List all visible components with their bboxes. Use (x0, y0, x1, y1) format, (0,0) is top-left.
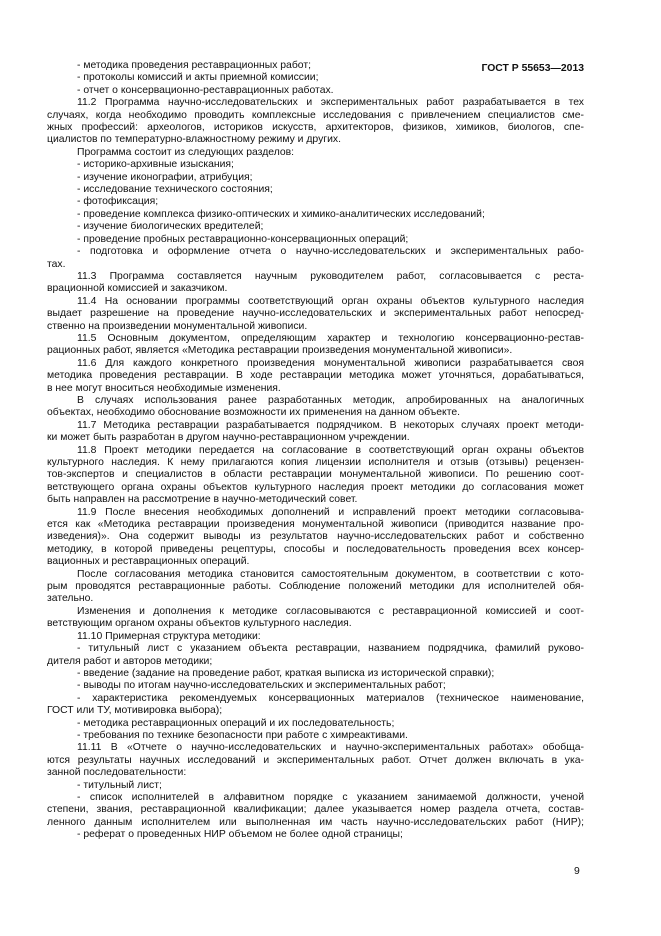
text-line: степени, звания, реставрационной квалификации; далее указывается номер раздела отчета, состав- (47, 804, 584, 816)
text-line: 11.10 Примерная структура методики: (77, 630, 261, 642)
text-line: 11.8 Проект методики передается на согласование в соответствующий орган охраны объектов (77, 444, 584, 456)
text-line: тов-экспертов и специалистов в области реставрации монументальной живописи. По решению соот- (47, 469, 584, 481)
list-item: - протоколы комиссий и акты приемной комиссии; (77, 72, 319, 84)
list-item: - титульный лист с указанием объекта реставрации, названием подрядчика, фамилий руково- (77, 643, 584, 655)
list-item: - проведение комплекса физико-оптических и химико-аналитических исследований; (77, 208, 485, 220)
list-item: - подготовка и оформление отчета о научно-исследовательских и экспериментальных рабо- (77, 246, 584, 258)
text-line: 11.4 На основании программы соответствующий орган охраны объектов культурного наследия (77, 295, 584, 307)
list-item: - требования по технике безопасности при работе с химреактивами. (77, 729, 408, 741)
text-line: После согласования методика становится самостоятельным документом, в соответствии с кото- (77, 568, 584, 580)
list-item: - изучение иконографии, атрибуция; (77, 171, 253, 183)
page-number: 9 (574, 866, 580, 877)
text-line: быть направлен на рассмотрение в научно-методический совет. (47, 494, 358, 506)
text-line: занной последовательности: (47, 767, 187, 779)
text-line: ветствующим органом охраны объектов культурного наследия. (47, 618, 352, 630)
list-item: - фотофиксация; (77, 196, 159, 208)
text-line: рационных работ, является «Методика реставрации произведения монументальной живописи». (47, 345, 513, 357)
text-line: рым проводятся реставрационные работы. Соблюдение положений методики для исполнителей обя- (47, 581, 584, 593)
text-line: 11.7 Методика реставрации разрабатывается подрядчиком. В некоторых случаях проект методи- (77, 419, 584, 431)
text-line: дителя работ и авторов методики; (47, 655, 213, 667)
text-line: зательно. (47, 593, 94, 605)
text-line: случаях, когда необходимо проводить комплексные исследования с привлечением специалистов сме- (47, 109, 584, 121)
text-line: вационных и реставрационных операций. (47, 556, 250, 568)
text-line: методика проведения реставрации. В ходе реставрации методика может уточняться, дорабатываться, (47, 370, 584, 382)
list-item: - изучение биологических вредителей; (77, 221, 264, 233)
text-line: врационной комиссией и заказчиком. (47, 283, 228, 295)
body-text (47, 60, 584, 842)
text-line: В случаях использования ранее разработанных методик, апробированных на аналогичных (77, 394, 584, 406)
list-item: - проведение пробных реставрационно-консервационных операций; (77, 233, 409, 245)
standard-header: ГОСТ Р 55653—2013 (481, 63, 584, 74)
text-line: ется как «Методика реставрации произведения монументальной живописи (приводится название про- (47, 519, 584, 531)
text-line: 11.9 После внесения необходимых дополнений и исправлений проект методики согласовыва- (77, 506, 584, 518)
text-line: ются результаты научных исследований и экспериментальных работ. Отчет должен включать в ука- (47, 754, 584, 766)
list-item: - введение (задание на проведение работ, краткая выписка из исторической справки); (77, 667, 495, 679)
list-item: - реферат о проведенных НИР объемом не более одной страницы; (77, 829, 403, 841)
list-item: - историко-архивные изыскания; (77, 159, 234, 171)
document-page (47, 60, 584, 842)
text-line: методику, в которой приведены рецептуры, способы и последовательность проведения всех консер- (47, 543, 584, 555)
list-item: - отчет о консервационно-реставрационных работах. (77, 84, 334, 96)
list-item: - список исполнителей в алфавитном порядке с указанием занимаемой должности, ученой (77, 791, 584, 803)
text-line: 11.6 Для каждого конкретного произведения монументальной живописи разрабатывается своя (77, 357, 584, 369)
text-line: тах. (47, 258, 66, 270)
text-line: жных профессий: археологов, историков искусств, архитекторов, физиков, химиков, биологов, спе- (47, 122, 584, 134)
text-line: изведения)». Она содержит выводы из результатов научно-исследовательских работ и собственно (47, 531, 584, 543)
text-line: ветствующего органа охраны объектов культурного наследия проект методики до согласования может (47, 481, 584, 493)
list-item: - характеристика рекомендуемых консервационных материалов (техническое наименование, (77, 692, 584, 704)
list-item: - титульный лист; (77, 779, 162, 791)
text-line: ленного данным исполнителем или выполненная им часть научно-исследовательских работ (НИР); (47, 816, 584, 828)
list-item: - методика реставрационных операций и их последовательность; (77, 717, 395, 729)
text-line: Программа состоит из следующих разделов: (77, 146, 295, 158)
text-line: ственно на произведении монументальной живописи. (47, 320, 308, 332)
text-line: 11.3 Программа составляется научным руководителем работ, согласовывается с реста- (77, 270, 584, 282)
text-line: 11.11 В «Отчете о научно-исследовательских и научно-экспериментальных работах» обобща- (77, 742, 584, 754)
text-line: Изменения и дополнения к методике согласовываются с реставрационной комиссией и соот- (77, 605, 584, 617)
text-line: объектах, необходимо обоснование возможности их применения на данном объекте. (47, 407, 461, 419)
text-line: циалистов по температурно-влажностному режиму и других. (47, 134, 341, 146)
list-item: - выводы по итогам научно-исследовательских и экспериментальных работ; (77, 680, 446, 692)
text-line: выдает разрешение на проведение научно-исследовательских и экспериментальных работ непосред- (47, 308, 584, 320)
text-line: культурного наследия. К нему прилагаются копия лицензии исполнителя и отзыв (отзывы) рецензен- (47, 457, 584, 468)
text-line: ки может быть разработан в другом научно-реставрационном учреждении. (47, 432, 410, 444)
text-line: 11.2 Программа научно-исследовательских и экспериментальных работ разрабатывается в тех (77, 97, 584, 109)
text-line: 11.5 Основным документом, определяющим характер и технологию консервационно-рестав- (77, 332, 584, 344)
list-item: - исследование технического состояния; (77, 184, 273, 196)
text-line: в нее могут вноситься необходимые изменения. (47, 382, 281, 394)
text-line: - методика проведения реставрационных работ; (77, 60, 311, 71)
text-line: ГОСТ или ТУ, мотивировка выбора); (47, 705, 223, 717)
